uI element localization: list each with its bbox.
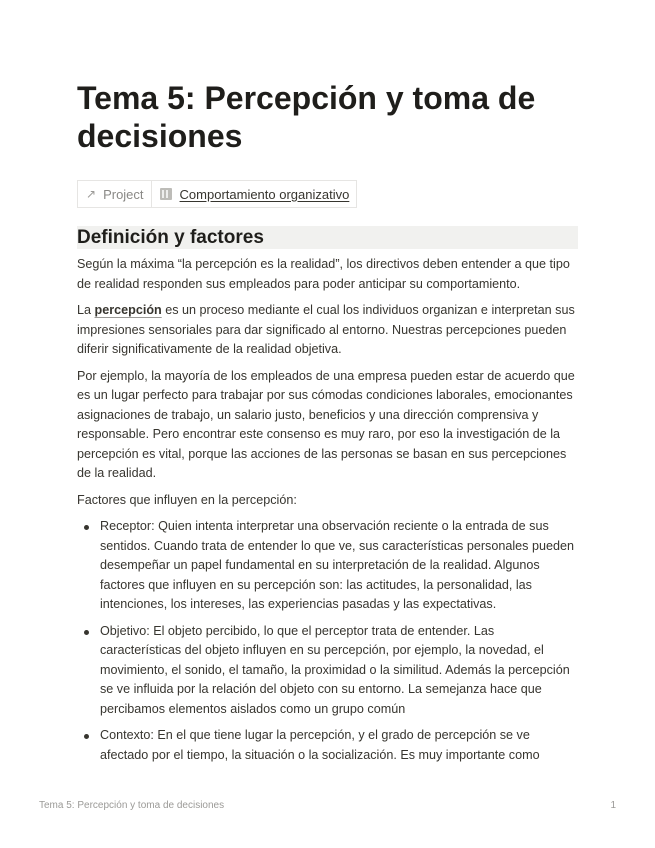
paragraph: Según la máxima “la percepción es la realidad”, los directivos deben entender a que tipo de realidad responden sus empleados para poder anticipar su comportamiento.: [77, 257, 570, 291]
page-footer: [39, 800, 616, 811]
page-title: Tema 5: Percepción y toma de decisiones: [77, 80, 536, 154]
page-number: 1: [610, 800, 616, 811]
section-heading: Definición y factores: [77, 226, 578, 249]
arrow-up-right-icon: ↗: [86, 187, 97, 201]
list-item: Receptor: Quien intenta interpretar una observación reciente o la entrada de sus sentidos. Cuando trata de entender lo que ve, sus características personales pueden desempeñar un papel fundamental en su interpretación de la realidad. Algunos factores que influyen en su percepción son: las actitudes, la personalidad, las intenciones, los intereses, las experiencias pasadas y las expectativas.: [100, 517, 578, 615]
factors-list: [77, 517, 578, 765]
term-percepcion: percepción: [94, 303, 162, 317]
text: La: [77, 303, 95, 317]
text: es un proceso mediante el cual los individuos organizan e interpretan sus impresiones sensoriales para dar significado al entorno. Nuestras percepciones pueden diferir significativamente de la realidad objetiva.: [77, 303, 575, 356]
property-value: [152, 181, 357, 207]
paragraph: Factores que influyen en la percepción:: [77, 492, 297, 507]
building-icon: [160, 188, 172, 200]
project-link[interactable]: Comportamiento organizativo: [179, 186, 350, 202]
property-key: [78, 181, 152, 207]
footer-title: Tema 5: Percepción y toma de decisiones: [39, 800, 225, 811]
paragraph: [77, 301, 578, 360]
paragraph: Por ejemplo, la mayoría de los empleados de una empresa pueden estar de acuerdo que es un lugar perfecto para trabajar por sus cómodas condiciones laborales, emocionantes asignaciones de trabajo, un salario justo, beneficios y una dirección comprensiva y responsable. Pero encontrar este consenso es muy raro, por eso la investigación de la percepción es vital, porque las acciones de las personas se basan en sus percepciones de la realidad.: [77, 368, 575, 480]
list-item: Objetivo: El objeto percibido, lo que el perceptor trata de entender. Las características del objeto influyen en su percepción, por ejemplo, la novedad, el movimiento, el sonido, el tamaño, la proximidad o la similitud. Además la percepción se ve influida por la relación del objeto con su entorno. La semejanza hace que percibamos elementos aislados como un grupo común: [100, 622, 578, 720]
property-row: [77, 180, 357, 208]
list-item: Contexto: En el que tiene lugar la percepción, y el grado de percepción se ve afectado por el tiempo, la situación o la socialización. Es muy importante como: [100, 726, 578, 765]
document-body: [77, 255, 578, 772]
property-label: Project: [103, 186, 144, 202]
